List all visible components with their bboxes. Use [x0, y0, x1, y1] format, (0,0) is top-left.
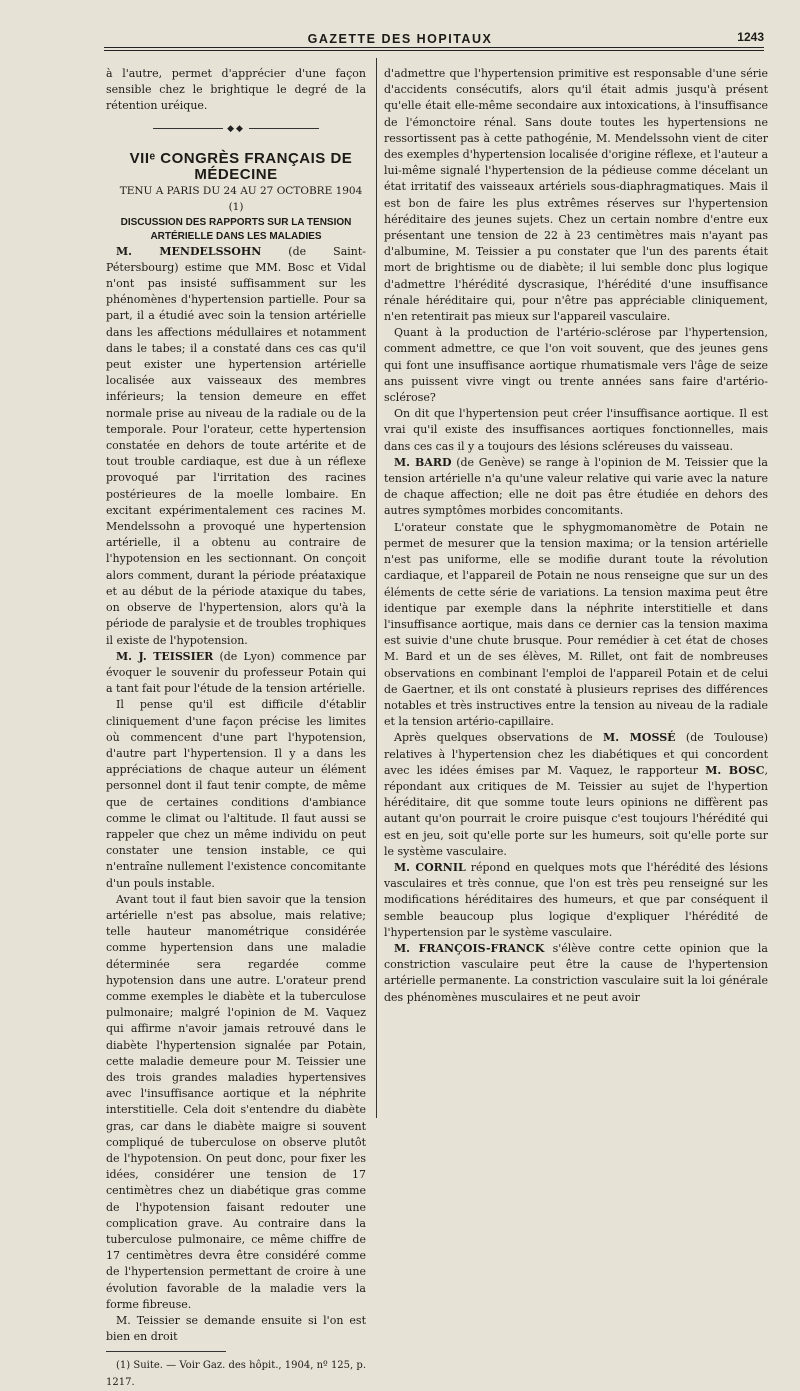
paragraph-text: s'élève contre cette opinion que la constriction vasculaire peut être la cause de l'hypertension artérielle permanente. La constriction vasculaire suit la loi générale des phénomènes musculaires et ne peut avoir [384, 941, 768, 1004]
speaker-name: M. BARD [394, 455, 452, 469]
paragraph: d'admettre que l'hypertension primitive est responsable d'une série d'accidents consécutifs, alors qu'il était admis jusqu'à présent qu'elle était elle-même secondaire aux intoxications, à l'insuffisance de l'émonctoire rénal. Sans doute toutes les hypertensions ne ressortissent pas à cette pathogénie, M. Mendelssohn vient de citer des exemples d'hypertension localisée d'origine réflexe, et l'auteur a lui-même signalé l'hypertension de la pédieuse comme décelant un état irritatif des vaisseaux artériels sous-diaphragmatiques. Mais il est bon de faire les plus extrêmes réserves sur l'hypertension héréditaire des jeunes sujets. Chez un certain nombre d'entre eux présentant une tension de 22 à 23 centimètres mais n'ayant pas d'albumine, M. Teissier a pu constater que l'un des parents était mort de brightisme ou de diabète; il lui semble donc plus logique d'admettre l'hérédité dyscrasique, l'hérédité d'une insuffisance rénale héréditaire qui, pour n'être pas appréciable cliniquement, n'en retentirait pas mieux sur l'appareil vasculaire. [384, 67, 768, 324]
footnote: (1) Suite. — Voir Gaz. des hôpit., 1904, nº 125, p. 1217. [106, 1360, 366, 1388]
paragraph-text: , répondant aux critiques de M. Teissier au sujet de l'hypertion héréditaire, dit que somme toute leurs opinions ne diffèrent pas autant qu'on pourrait le croire puisque c'est toujours l'hérédité qui est en jeu, soit qu'elle porte sur les humeurs, soit qu'elle porte sur le système vasculaire. [384, 763, 769, 858]
congress-subtitle: TENU A PARIS DU 24 AU 27 OCTOBRE 1904 (1) [119, 185, 363, 214]
discussion-title: DISCUSSION DES RAPPORTS SUR LA TENSION ARTÉRIELLE DANS LES MALADIES [120, 216, 352, 242]
paragraph: Il pense qu'il est difficile d'établir cliniquement d'une façon précise les limites où commencent d'une part l'hypotension, d'autre part l'hypertension. Il y a dans les appréciations de chaque auteur un élément personnel dont il faut tenir compte, de même que de certaines conditions d'ambiance comme le climat ou l'altitude. Il faut aussi se rappeler que chez un même individu on peut constater une tension instable, ce qui n'entraîne nullement l'existence concomitante d'un pouls instable. [106, 698, 366, 890]
paragraph-teissier [106, 649, 366, 698]
speaker-name: M. CORNIL [394, 860, 466, 874]
paragraph-bard [384, 455, 768, 520]
paragraph-text: (de Saint-Pétersbourg) estime que MM. Bosc et Vidal n'ont pas insisté suffisamment sur les phénomènes d'hypertension partielle. Pour sa part, il a étudié avec soin la tension artérielle dans les affections médullaires et notamment dans le tabes; il a constaté dans ces cas qu'il peut exister une hypertension artérielle localisée aux vaisseaux des membres inférieurs; la tension demeure en effet normale prise au niveau de la radiale ou de la temporale. Pour l'orateur, cette hypertension constatée en dehors de toute artérite et de tout trouble cardiaque, est due à un réflexe provoqué par l'irritation des racines postérieures de la moelle lombaire. En excitant expérimentalement ces racines M. Mendelssohn a provoqué une hypertension artérielle, il a obtenu au contraire de l'hypotension en les sectionnant. On conçoit alors comment, durant la période préataxique et au début de la période ataxique du tabes, on observe de l'hypertension, alors qu'à la période de paralysie et de troubles trophiques il existe de l'hypotension. [106, 244, 366, 647]
paragraph-text: répond en quelques mots que l'hérédité des lésions vasculaires et très connue, que l'on est très peu renseigné sur les modifications héréditaires des humeurs, et que par conséquent il semble beaucoup plus logique d'expliquer l'hérédité de l'hypertension par le système vasculaire. [384, 860, 769, 939]
paragraph: Avant tout il faut bien savoir que la tension artérielle n'est pas absolue, mais relative; telle hauteur manométrique considérée comme hypertension dans une maladie déterminée sera regardée comme hypotension dans une autre. L'orateur prend comme exemples le diabète et la tuberculose pulmonaire; malgré l'opinion de M. Vaquez qui affirme n'avoir jamais retrouvé dans le diabète l'hypertension signalée par Potain, cette maladie demeure pour M. Teissier une des trois grandes maladies hypertensives avec l'insuffisance aortique et la néphrite interstitielle. Cela doit s'entendre du diabète gras, car dans le diabète maigre si souvent compliqué de tuberculose on observe plutôt de l'hypotension. On peut donc, pour fixer les idées, considérer une tension de 17 centimètres chez un diabétique gras comme de l'hypotension faisant redouter une complication grave. Au contraire dans la tuberculose pulmonaire, ce même chiffre de 17 centimètres devra être considéré comme de l'hypertension permettant de croire à une évolution favorable de la maladie vers la forme fibreuse. [106, 892, 366, 1311]
column-divider [376, 58, 377, 1118]
paragraph: On dit que l'hypertension peut créer l'insuffisance aortique. Il est vrai qu'il existe des insuffisances aortiques fonctionnelles, mais dans ces cas il y a toujours des lésions scléreuses du vaisseau. [384, 407, 768, 453]
right-column [384, 66, 768, 1006]
section-ornament: ◆◆ [106, 121, 366, 137]
congress-title: VIIᵉ CONGRÈS FRANÇAIS DE MÉDECINE [129, 149, 353, 184]
speaker-name: M. MENDELSSOHN [116, 244, 262, 258]
paragraph-text: Après quelques observations de [394, 731, 604, 745]
paragraph: M. Teissier se demande ensuite si l'on est bien en droit [106, 1314, 366, 1344]
paragraph-mendelssohn [106, 244, 366, 649]
page-header [0, 0, 800, 60]
footnote-rule [106, 1351, 226, 1352]
left-column [106, 66, 366, 1391]
paragraph-text: (de Toulouse) relatives à l'hypertension chez les diabétiques et qui concordent avec les idées émises par M. Vaquez, le rapporteur [384, 731, 769, 777]
speaker-name: M. FRANÇOIS-FRANCK [394, 941, 545, 955]
paragraph-mosse-bosc [384, 730, 768, 860]
paragraph: Quant à la production de l'artério-sclérose par l'hypertension, comment admettre, ce que l'on voit souvent, que des jeunes gens qui font une insuffisance aortique rhumatismale vers l'âge de seize ans puissent vivre vingt ou trente années sans faire d'artério-sclérose? [384, 326, 768, 405]
speaker-name: M. J. TEISSIER [116, 649, 214, 663]
intro-paragraph: à l'autre, permet d'apprécier d'une façon sensible chez le brightique le degré de la rétention uréique. [106, 67, 366, 113]
paragraph-text: (de Lyon) commence par évoquer le souvenir du professeur Potain qui a tant fait pour l'étude de la tension artérielle. [106, 649, 366, 696]
speaker-name: M. MOSSÉ [603, 731, 676, 745]
journal-title: GAZETTE DES HOPITAUX [307, 32, 493, 46]
paragraph-cornil [384, 860, 768, 941]
paragraph-text: (de Genève) se range à l'opinion de M. Teissier que la tension artérielle n'a qu'une valeur relative qui varie avec la nature de chaque affection; elle ne doit pas être étudiée en dehors des autres symptômes morbides concomitants. [384, 455, 768, 518]
page-number: 1243 [737, 30, 764, 44]
speaker-name: M. BOSC [705, 763, 765, 777]
paragraph-francois-franck [384, 941, 768, 1006]
header-rule [104, 47, 764, 51]
paragraph: L'orateur constate que le sphygmomanomètre de Potain ne permet de mesurer que la tension maxima; or la tension artérielle n'est pas uniforme, elle se modifie durant toute la révolution cardiaque, et l'appareil de Potain ne nous renseigne que sur un des éléments de cette série de variations. La tension maxima peut être identique par exemple dans la néphrite interstitielle et dans l'insuffisance aortique, mais dans ce dernier cas la tension maxima est suivie d'une chute brusque. Pour remédier à cet état de choses M. Bard et un de ses élèves, M. Rillet, ont fait de nombreuses observations en combinant l'emploi de l'appareil Potain et de celui de Gaertner, et ils ont constaté à plusieurs reprises des différences notables et très instructives entre la tension au niveau de la radiale et la tension artério-capillaire. [384, 520, 768, 729]
